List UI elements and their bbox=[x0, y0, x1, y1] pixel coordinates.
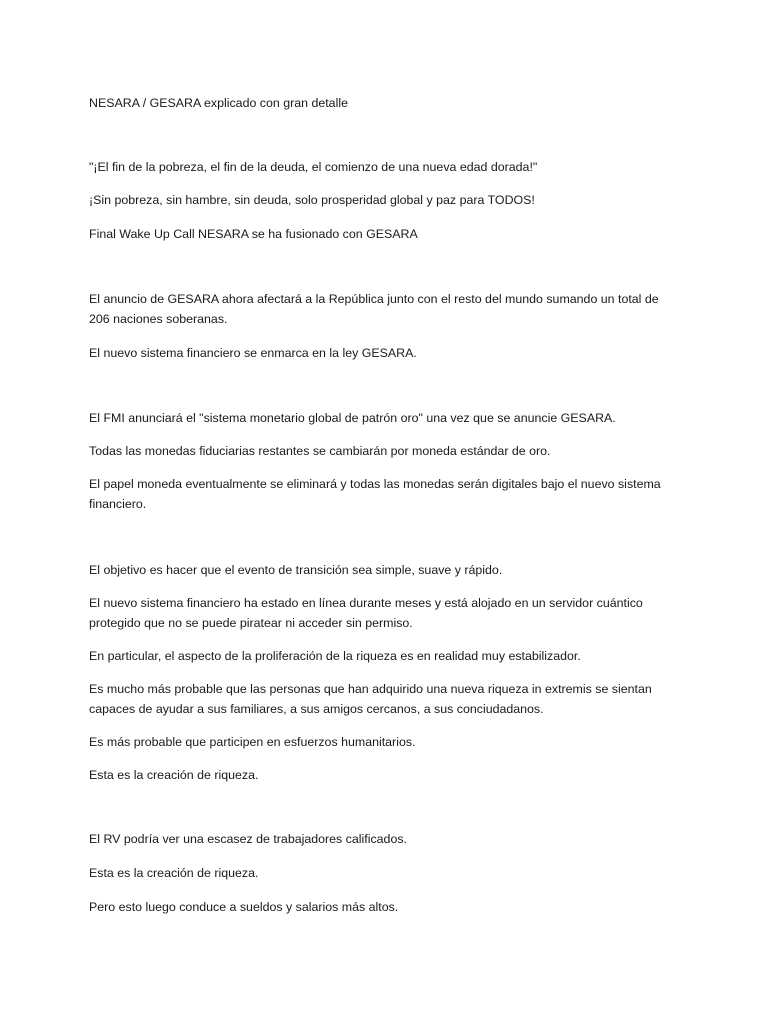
paragraph: ¡Sin pobreza, sin hambre, sin deuda, solo prosperidad global y paz para TODOS! bbox=[89, 193, 535, 207]
paragraph: Final Wake Up Call NESARA se ha fusionado con GESARA bbox=[89, 227, 418, 241]
paragraph: El objetivo es hacer que el evento de transición sea simple, suave y rápido. bbox=[89, 563, 503, 577]
paragraph: En particular, el aspecto de la proliferación de la riqueza es en realidad muy estabilizador. bbox=[89, 649, 581, 663]
paragraph: Es mucho más probable que las personas que han adquirido una nueva riqueza in extremis se sientan capaces de ayudar a sus familiares, a sus amigos cercanos, a sus conciudadanos. bbox=[89, 682, 652, 716]
paragraph: El anuncio de GESARA ahora afectará a la República junto con el resto del mundo sumando un total de 206 naciones soberanas. bbox=[89, 292, 659, 326]
document-title: NESARA / GESARA explicado con gran detalle bbox=[89, 96, 348, 110]
paragraph: Pero esto luego conduce a sueldos y salarios más altos. bbox=[89, 900, 399, 914]
paragraph: El RV podría ver una escasez de trabajadores calificados. bbox=[89, 832, 407, 846]
paragraph: "¡El fin de la pobreza, el fin de la deuda, el comienzo de una nueva edad dorada!" bbox=[89, 160, 538, 174]
paragraph: El nuevo sistema financiero ha estado en línea durante meses y está alojado en un servidor cuántico protegido que no se puede piratear ni acceder sin permiso. bbox=[89, 596, 643, 630]
paragraph: Todas las monedas fiduciarias restantes se cambiarán por moneda estándar de oro. bbox=[89, 444, 551, 458]
paragraph: Esta es la creación de riqueza. bbox=[89, 768, 259, 782]
paragraph: Esta es la creación de riqueza. bbox=[89, 866, 259, 880]
paragraph: Es más probable que participen en esfuerzos humanitarios. bbox=[89, 735, 416, 749]
paragraph: El FMI anunciará el "sistema monetario global de patrón oro" una vez que se anuncie GESARA. bbox=[89, 411, 616, 425]
paragraph: El nuevo sistema financiero se enmarca en la ley GESARA. bbox=[89, 346, 417, 360]
paragraph: El papel moneda eventualmente se eliminará y todas las monedas serán digitales bajo el nuevo sistema financiero. bbox=[89, 477, 661, 511]
